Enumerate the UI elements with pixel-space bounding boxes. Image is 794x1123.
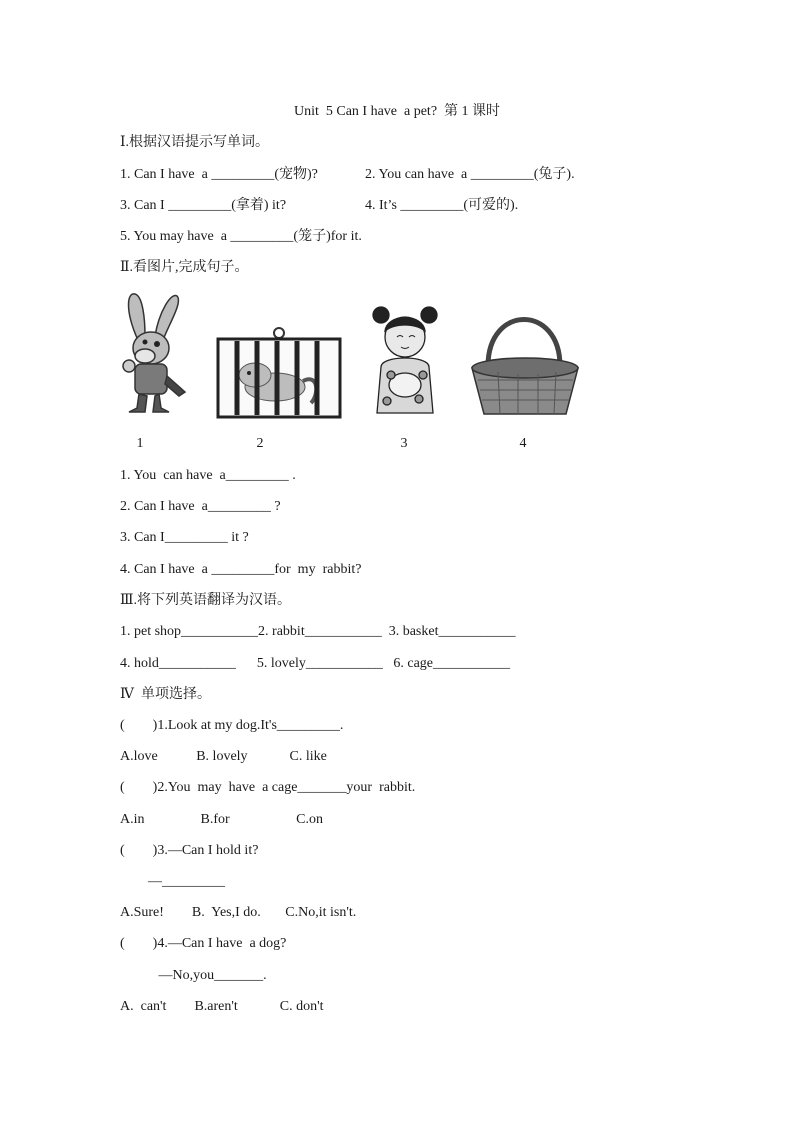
section4-q3: ( )3.—Can I hold it? (120, 843, 259, 858)
section1-q3: 3. Can I _________(拿着) it? (120, 198, 287, 213)
section3-heading: Ⅲ.将下列英语翻译为汉语。 (120, 593, 292, 608)
section3-row1: 1. pet shop___________2. rabbit___________ 3. basket___________ (120, 624, 516, 639)
section2-q2: 2. Can I have a_________ ? (120, 499, 281, 514)
picture-number-1: 1 (136, 436, 144, 451)
section2-q4: 4. Can I have a _________for my rabbit? (120, 562, 362, 577)
section4-q1: ( )1.Look at my dog.It's_________. (120, 718, 344, 733)
girl-holding-rabbit-icon (365, 303, 445, 421)
section1-q2: 2. You can have a _________(兔子). (365, 167, 575, 182)
section4-q4: ( )4.—Can I have a dog? (120, 936, 287, 951)
section4-q2-options: A.in B.for C.on (120, 812, 323, 827)
picture-number-3: 3 (400, 436, 408, 451)
picture-number-4: 4 (519, 436, 527, 451)
section1-q1: 1. Can I have a _________(宠物)? (120, 167, 318, 182)
section4-q3-answer: —_________ (120, 874, 225, 889)
section4-q4-options: A. can't B.aren't C. don't (120, 999, 324, 1014)
section2-q1: 1. You can have a_________ . (120, 468, 296, 483)
section4-q2: ( )2.You may have a cage_______your rabbit. (120, 780, 416, 795)
dog-in-cage-icon (215, 325, 343, 421)
section2-heading: Ⅱ.看图片,完成句子。 (120, 260, 249, 275)
section2-q3: 3. Can I_________ it ? (120, 530, 249, 545)
section4-q1-options: A.love B. lovely C. like (120, 749, 327, 764)
section4-q3-options: A.Sure! B. Yes,I do. C.No,it isn't. (120, 905, 357, 920)
basket-icon (468, 310, 583, 422)
cartoon-rabbit-icon (115, 290, 190, 420)
section4-heading: Ⅳ 单项选择。 (120, 687, 211, 702)
section4-q4-answer: —No,you_______. (120, 968, 267, 983)
page-title: Unit 5 Can I have a pet? 第 1 课时 (293, 104, 501, 119)
section1-heading: Ⅰ.根据汉语提示写单词。 (120, 135, 270, 150)
section3-row2: 4. hold___________ 5. lovely___________ 6. cage___________ (120, 656, 511, 671)
section1-q4: 4. It’s _________(可爱的). (365, 198, 519, 213)
section1-q5: 5. You may have a _________(笼子)for it. (120, 229, 362, 244)
picture-number-2: 2 (256, 436, 264, 451)
